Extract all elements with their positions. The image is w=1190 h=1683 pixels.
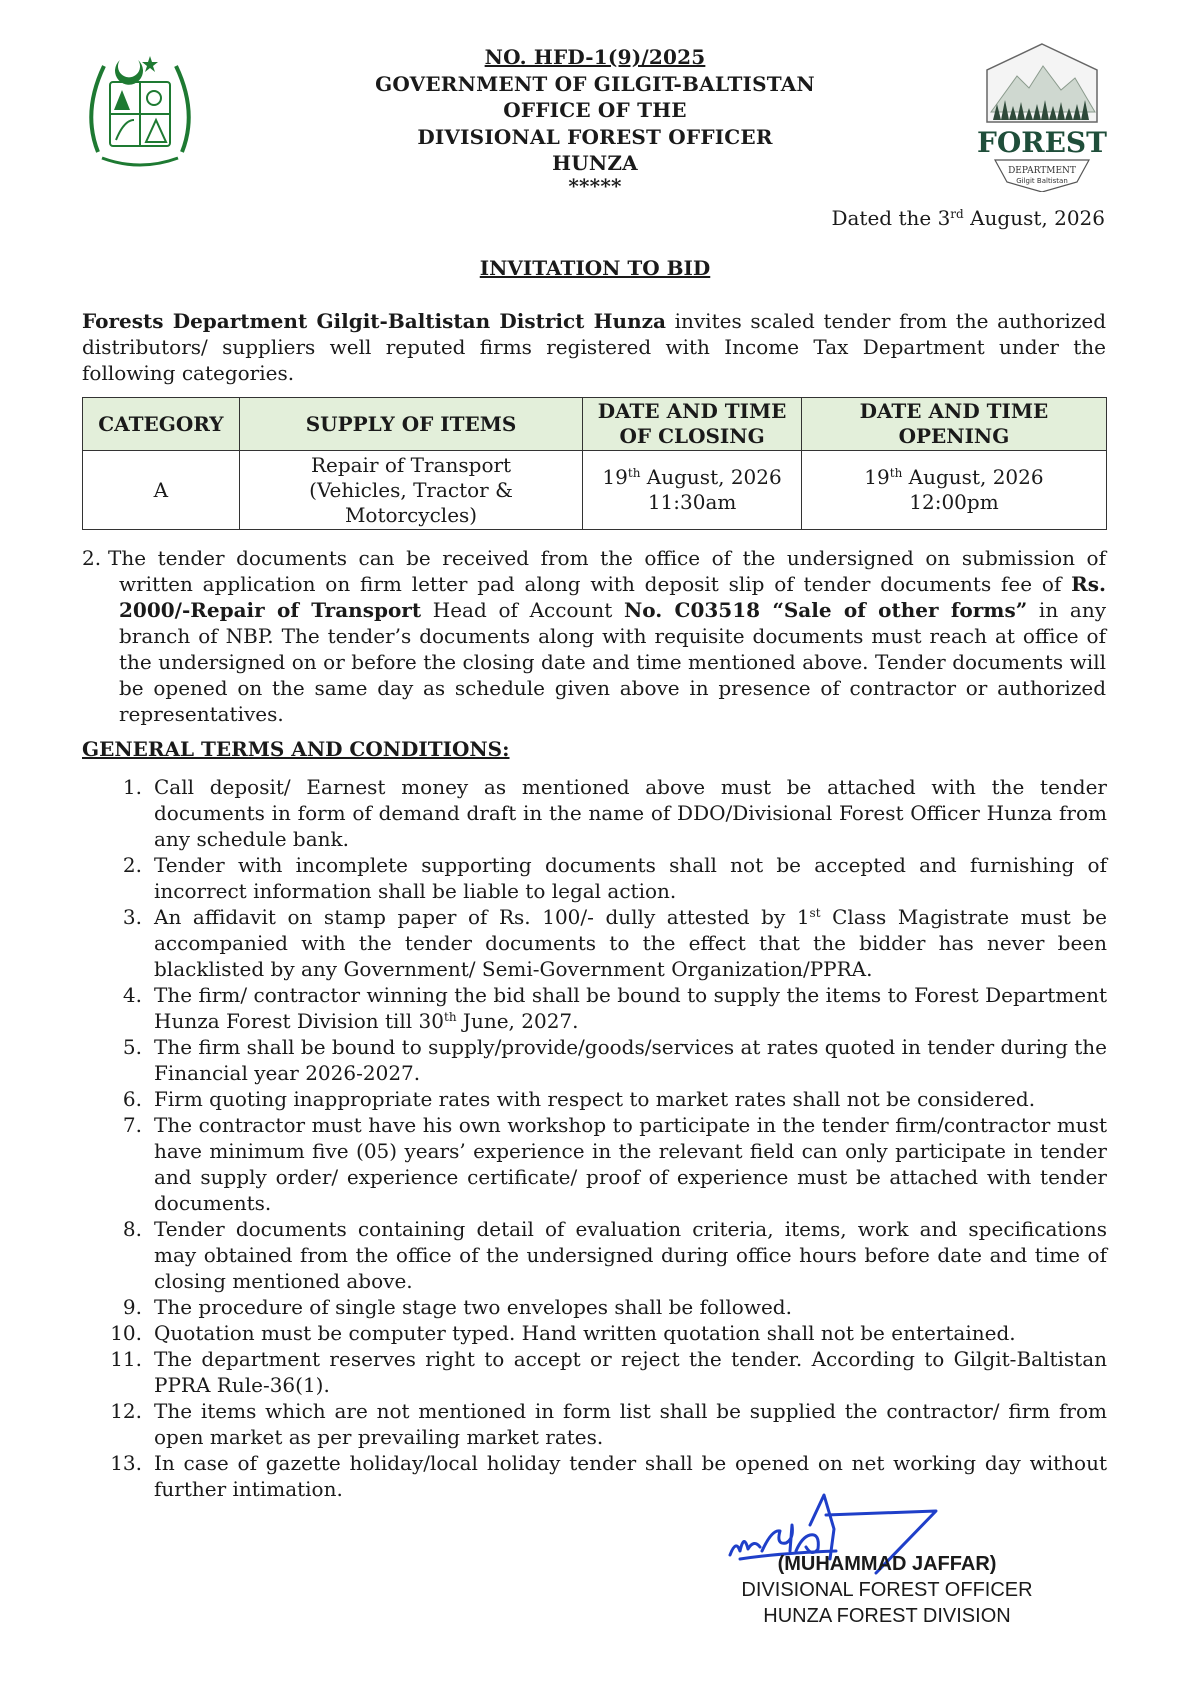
header-opening: DATE AND TIME OPENING [801, 398, 1106, 451]
header-stars: ***** [568, 173, 622, 198]
signatory-block [712, 1551, 1062, 1629]
terms-heading: GENERAL TERMS AND CONDITIONS: [82, 737, 510, 761]
header-line-designation: DIVISIONAL FOREST OFFICER [417, 124, 773, 149]
table-row [83, 451, 1107, 530]
list-item-number: 3. [122, 905, 142, 929]
list-item: 12. The items which are not mentioned in form list shall be supplied the contractor/ firm from open market as per prevailing market rates. [82, 1398, 1107, 1450]
letterhead [300, 44, 890, 198]
list-item: 13. In case of gazette holiday/local holiday tender shall be opened on net working day without further intimation. [82, 1450, 1107, 1502]
terms-list [82, 774, 1107, 1502]
signatory-name: (MUHAMMAD JAFFAR) [777, 1553, 997, 1575]
intro-paragraph: Forests Department Gilgit-Baltistan District Hunza invites scaled tender from the authorized distributors/ suppliers well reputed firms registered with Income Tax Department under the following categories. [82, 309, 1107, 385]
list-item: 1. Call deposit/ Earnest money as mentioned above must be attached with the tender documents in form of demand draft in the name of DDO/Divisional Forest Officer Hunza from any schedule bank. [82, 774, 1107, 852]
list-item-number: 2. [122, 853, 142, 877]
list-item: 6. Firm quoting inappropriate rates with respect to market rates shall not be considered. [82, 1086, 1107, 1112]
header-closing: DATE AND TIME OF CLOSING [583, 398, 802, 451]
paragraph-number: 2. [82, 546, 102, 570]
cell-opening: 19th August, 2026 12:00pm [801, 451, 1106, 530]
signatory-designation: DIVISIONAL FOREST OFFICER [741, 1579, 1033, 1601]
list-item: 9. The procedure of single stage two envelopes shall be followed. [82, 1294, 1107, 1320]
forest-logo-department: DEPARTMENT [1008, 166, 1076, 176]
list-item-number: 8. [122, 1217, 142, 1241]
list-item: 2. Tender with incomplete supporting documents shall not be accepted and furnishing of incorrect information shall be liable to legal action. [82, 852, 1107, 904]
list-item-number: 5. [122, 1035, 142, 1059]
paragraph-2-body: The tender documents can be received from the office of the undersigned on submission of written application on firm letter pad along with deposit slip of tender documents fee of Rs. 2000/-Repair of Transport Head of Account No. C03518 “Sale of other forms” in any branch of NBP. The tender’s documents along with requisite documents must reach at office of the undersigned on or before the closing date and time mentioned above. Tender documents will be opened on the same day as schedule given above in presence of contractor or authorized representatives. [108, 546, 1107, 726]
forest-logo-region: Gilgit Baltistan [1016, 177, 1068, 185]
cell-category: A [83, 451, 240, 530]
cell-items: Repair of Transport (Vehicles, Tractor & Motorcycles) [239, 451, 582, 530]
cell-closing: 19th August, 2026 11:30am [583, 451, 802, 530]
list-item-number: 6. [122, 1087, 142, 1111]
list-item: 11. The department reserves right to accept or reject the tender. According to Gilgit-Baltistan PPRA Rule-36(1). [82, 1346, 1107, 1398]
list-item: 3. An affidavit on stamp paper of Rs. 100/- dully attested by 1st Class Magistrate must be accompanied with the tender documents to the effect that the bidder has never been blacklisted by any Government/ Semi-Government Organization/PPRA. [82, 904, 1107, 982]
list-item-number: 1. [122, 775, 142, 799]
reference-number: NO. HFD-1(9)/2025 [484, 45, 706, 69]
list-item-number: 11. [110, 1347, 142, 1371]
list-item: 4. The firm/ contractor winning the bid shall be bound to supply the items to Forest Department Hunza Forest Division till 30th June, 2027. [82, 982, 1107, 1034]
list-item-number: 4. [122, 983, 142, 1007]
list-item-number: 10. [110, 1321, 142, 1345]
list-item-number: 9. [122, 1295, 142, 1319]
forest-department-logo [977, 42, 1107, 192]
list-item: 8. Tender documents containing detail of evaluation criteria, items, work and specifications may obtained from the office of the undersigned during office hours before date and time of closing mentioned above. [82, 1216, 1107, 1294]
header-line-office: OFFICE OF THE [503, 98, 687, 122]
signatory-division: HUNZA FOREST DIVISION [763, 1605, 1011, 1627]
list-item: 7. The contractor must have his own workshop to participate in the tender firm/contractor must have minimum five (05) years’ experience in the relevant field can only participate in tender and supply order/ experience certificate/ proof of experience must be attached with tender documents. [82, 1112, 1107, 1216]
forest-logo-wordmark: FOREST [977, 126, 1107, 159]
list-item-number: 13. [110, 1451, 142, 1475]
header-supply-of-items: SUPPLY OF ITEMS [239, 398, 582, 451]
bid-schedule-table [82, 397, 1107, 530]
list-item-number: 12. [110, 1399, 142, 1423]
document-title: INVITATION TO BID [479, 256, 711, 280]
list-item: 10. Quotation must be computer typed. Hand written quotation shall not be entertained. [82, 1320, 1107, 1346]
header-line-government: GOVERNMENT OF GILGIT-BALTISTAN [375, 71, 815, 96]
header-line-location: HUNZA [552, 151, 638, 175]
list-item: 5. The firm shall be bound to supply/provide/goods/services at rates quoted in tender during the Financial year 2026-2027. [82, 1034, 1107, 1086]
list-item-number: 7. [122, 1113, 142, 1137]
header-category: CATEGORY [83, 398, 240, 451]
gilgit-baltistan-emblem [80, 42, 200, 182]
letter-date: Dated the 3rd August, 2026 [831, 206, 1105, 230]
paragraph-2 [82, 545, 1106, 727]
table-header-row [83, 398, 1107, 451]
